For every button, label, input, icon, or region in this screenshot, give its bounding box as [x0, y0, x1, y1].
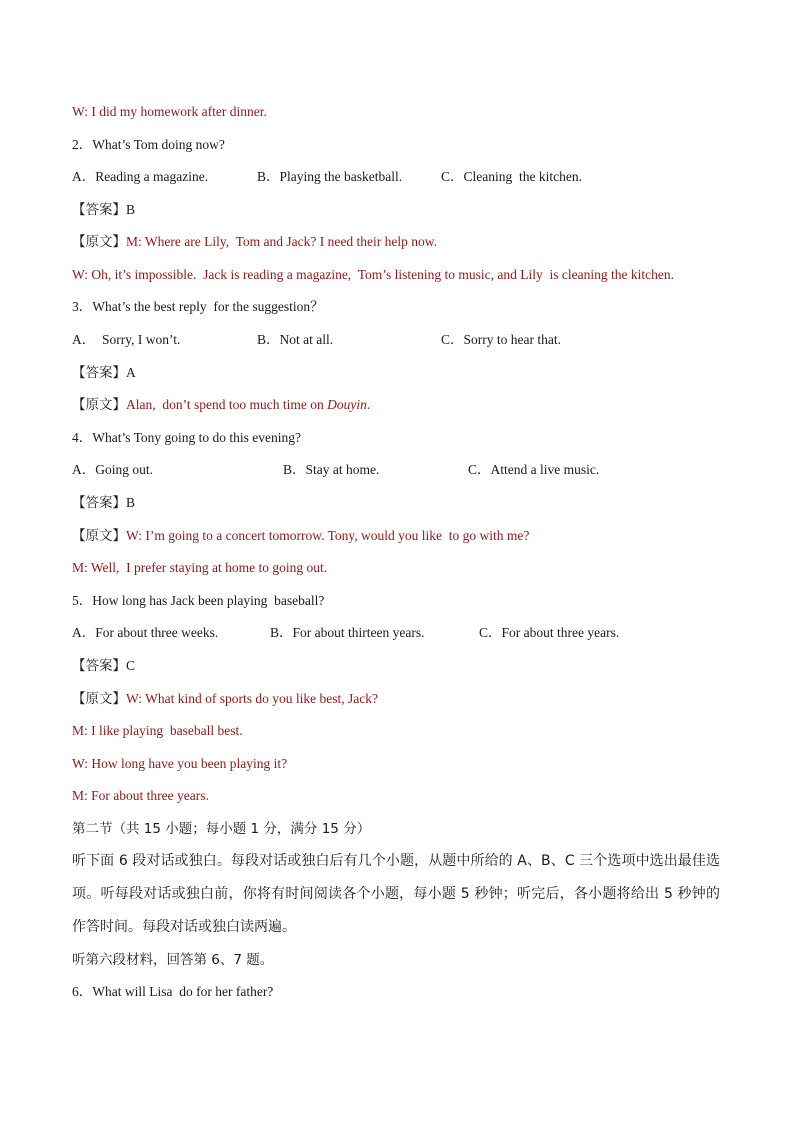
transcript-label: 【原文】: [72, 397, 126, 413]
answer-label: 【答案】: [72, 365, 126, 381]
answer-value: C: [126, 658, 136, 673]
q4-transcript-w: W: I’m going to a concert tomorrow. Tony, would you like to go with me?: [126, 528, 530, 543]
q4-option-b: B．Stay at home.: [283, 462, 380, 477]
answer-value: A: [126, 365, 136, 380]
q2-transcript-m: M: Where are Lily, Tom and Jack? I need their help now.: [126, 234, 437, 249]
q2-transcript: [72, 233, 437, 251]
q3-question: 3．What’s the best reply for the suggestion？: [72, 299, 324, 314]
q5-transcript-m2: M: For about three years.: [72, 788, 209, 803]
q1-transcript-w: W: I did my homework after dinner.: [72, 104, 267, 119]
q3-option-b: B．Not at all.: [257, 332, 334, 347]
q2-option-b: B．Playing the basketball.: [257, 169, 403, 184]
q3-answer: [72, 364, 136, 382]
answer-value: B: [126, 495, 136, 510]
q3-transcript-italic: Douyin: [327, 397, 367, 412]
q2-option-c: C．Cleaning the kitchen.: [441, 169, 582, 184]
q5-option-c: C．For about three years.: [479, 625, 620, 640]
q5-transcript: [72, 690, 378, 708]
answer-label: 【答案】: [72, 495, 126, 511]
q4-transcript: [72, 527, 529, 545]
transcript-label: 【原文】: [72, 528, 126, 544]
q4-option-a: A．Going out.: [72, 462, 153, 477]
answer-label: 【答案】: [72, 658, 126, 674]
q5-option-b: B．For about thirteen years.: [270, 625, 425, 640]
q5-answer: [72, 657, 135, 675]
q5-transcript-m1: M: I like playing baseball best.: [72, 723, 243, 738]
q4-transcript-m: M: Well, I prefer staying at home to going out.: [72, 560, 328, 575]
q3-transcript-pre: Alan, don’t spend too much time on: [126, 397, 328, 412]
q3-option-c: C．Sorry to hear that.: [441, 332, 561, 347]
section2-instructions: 听下面 6 段对话或独白。每段对话或独白后有几个小题，从题中所给的 A、B、C 三个选项中选出最佳选项。听每段对话或独白前，你将有时间阅读各个小题，每小题 5 秒钟；听完后，各小题将给出 5 秒钟的作答时间。每段对话或独白读两遍。: [72, 853, 720, 935]
q2-question: 2．What’s Tom doing now?: [72, 137, 225, 152]
q3-option-a: A． Sorry, I won’t.: [72, 332, 181, 347]
q6-question: 6．What will Lisa do for her father?: [72, 984, 274, 999]
q3-transcript-post: .: [366, 397, 371, 412]
section2-heading: 第二节（共 15 小题；每小题 1 分，满分 15 分）: [72, 821, 371, 837]
q4-answer: [72, 494, 135, 512]
q5-question: 5．How long has Jack been playing baseball?: [72, 593, 325, 608]
q4-option-c: C．Attend a live music.: [468, 462, 600, 477]
q5-transcript-w2: W: How long have you been playing it?: [72, 756, 288, 771]
transcript-label: 【原文】: [72, 691, 126, 707]
q2-transcript-w: W: Oh, it’s impossible. Jack is reading a magazine, Tom’s listening to music, and Lily is cleaning the kitchen.: [72, 267, 674, 282]
q5-transcript-w1: W: What kind of sports do you like best, Jack?: [126, 691, 378, 706]
q2-option-a: A．Reading a magazine.: [72, 169, 209, 184]
answer-value: B: [126, 202, 136, 217]
q2-answer: [72, 201, 135, 219]
answer-label: 【答案】: [72, 202, 126, 218]
q5-option-a: A．For about three weeks.: [72, 625, 219, 640]
transcript-label: 【原文】: [72, 234, 126, 250]
q4-question: 4．What’s Tony going to do this evening?: [72, 430, 302, 445]
section2-material-note: 听第六段材料，回答第 6、7 题。: [72, 952, 274, 968]
q3-transcript: [72, 396, 370, 414]
